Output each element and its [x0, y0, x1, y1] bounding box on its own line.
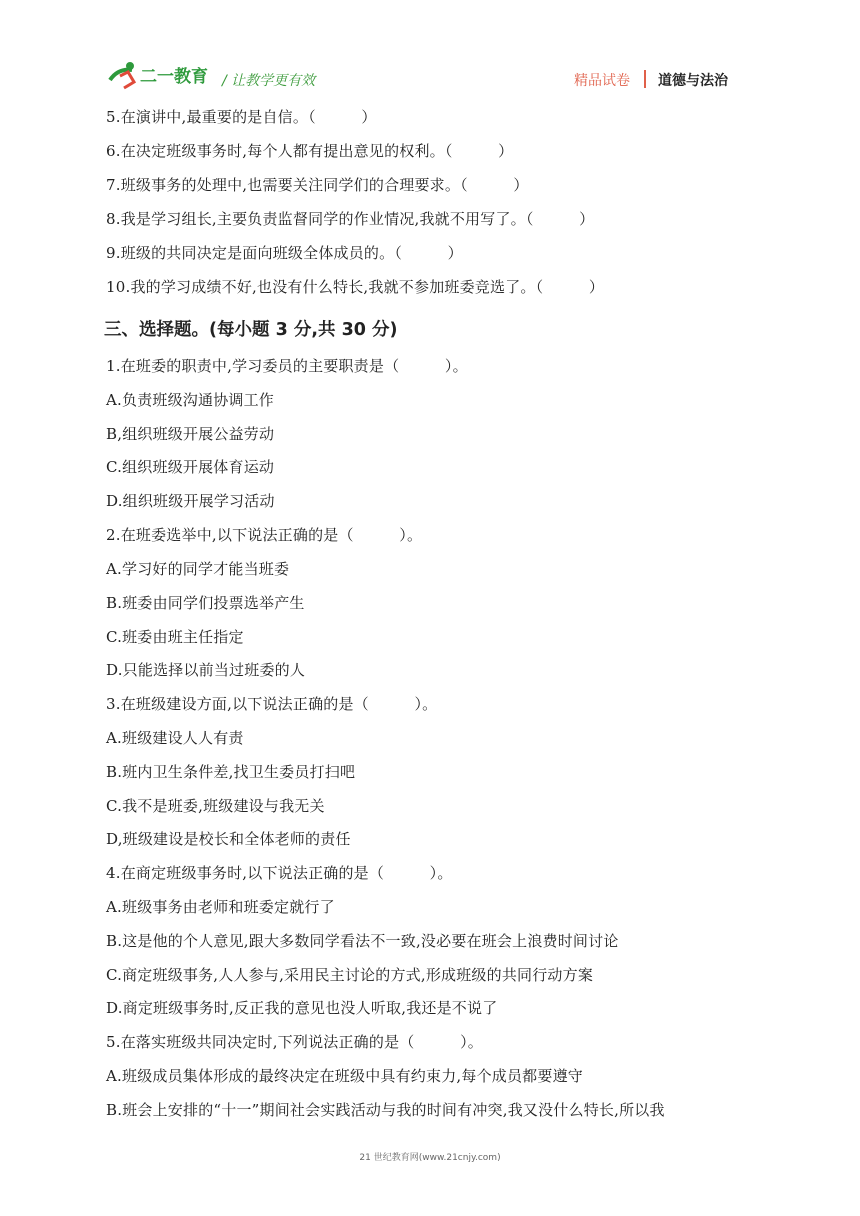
- question-stem: 4.在商定班级事务时,以下说法正确的是（ ）。: [106, 864, 453, 882]
- logo-runner: [120, 72, 134, 88]
- judge-item: 7.班级事务的处理中,也需要关注同学们的合理要求。（ ）: [106, 176, 529, 194]
- logo-head: [126, 62, 134, 70]
- option: D.组织班级开展学习活动: [106, 492, 275, 510]
- option: C.我不是班委,班级建设与我无关: [106, 797, 325, 815]
- judge-item: 6.在决定班级事务时,每个人都有提出意见的权利。（ ）: [106, 142, 514, 160]
- question-stem: 2.在班委选举中,以下说法正确的是（ ）。: [106, 526, 423, 544]
- header-subject: 道德与法治: [658, 73, 728, 89]
- question-stem: 5.在落实班级共同决定时,下列说法正确的是（ ）。: [106, 1033, 483, 1051]
- option: B.这是他的个人意见,跟大多数同学看法不一致,没必要在班会上浪费时间讨论: [106, 932, 619, 950]
- page-header: [0, 0, 860, 100]
- option: A.班级事务由老师和班委定就行了: [106, 898, 335, 916]
- option: C.班委由班主任指定: [106, 628, 244, 646]
- judge-item: 8.我是学习组长,主要负责监督同学的作业情况,我就不用写了。（ ）: [106, 210, 595, 228]
- option: B,组织班级开展公益劳动: [106, 425, 275, 443]
- section-title: 三、选择题。(每小题 3 分,共 30 分): [104, 320, 398, 340]
- option: D.只能选择以前当过班委的人: [106, 661, 306, 679]
- logo: [104, 58, 224, 92]
- option: C.商定班级事务,人人参与,采用民主讨论的方式,形成班级的共同行动方案: [106, 966, 594, 984]
- option: A.班级成员集体形成的最终决定在班级中具有约束力,每个成员都要遵守: [106, 1067, 583, 1085]
- option: B.班内卫生条件差,找卫生委员打扫吧: [106, 763, 356, 781]
- option: A.班级建设人人有责: [106, 729, 244, 747]
- header-slogan: / 让教学更有效: [222, 73, 316, 89]
- option: C.组织班级开展体育运动: [106, 458, 275, 476]
- judge-item: 5.在演讲中,最重要的是自信。（ ）: [106, 108, 377, 126]
- question-stem: 1.在班委的职责中,学习委员的主要职责是（ ）。: [106, 357, 468, 375]
- page-footer: 21 世纪教育网(www.21cnjy.com): [359, 1153, 501, 1163]
- option: A.学习好的同学才能当班委: [106, 560, 290, 578]
- option: D.商定班级事务时,反正我的意见也没人听取,我还是不说了: [106, 999, 498, 1017]
- question-stem: 3.在班级建设方面,以下说法正确的是（ ）。: [106, 695, 438, 713]
- option: B.班会上安排的“十一”期间社会实践活动与我的时间有冲突,我又没什么特长,所以我: [106, 1101, 665, 1119]
- judge-item: 9.班级的共同决定是面向班级全体成员的。（ ）: [106, 244, 463, 262]
- header-series: 精品试卷: [574, 73, 630, 89]
- header-divider: [644, 70, 646, 88]
- option: D,班级建设是校长和全体老师的责任: [106, 830, 351, 848]
- option: A.负责班级沟通协调工作: [106, 391, 275, 409]
- option: B.班委由同学们投票选举产生: [106, 594, 305, 612]
- logo-text: 二一教育: [140, 67, 208, 87]
- judge-item: 10.我的学习成绩不好,也没有什么特长,我就不参加班委竞选了。（ ）: [106, 278, 605, 296]
